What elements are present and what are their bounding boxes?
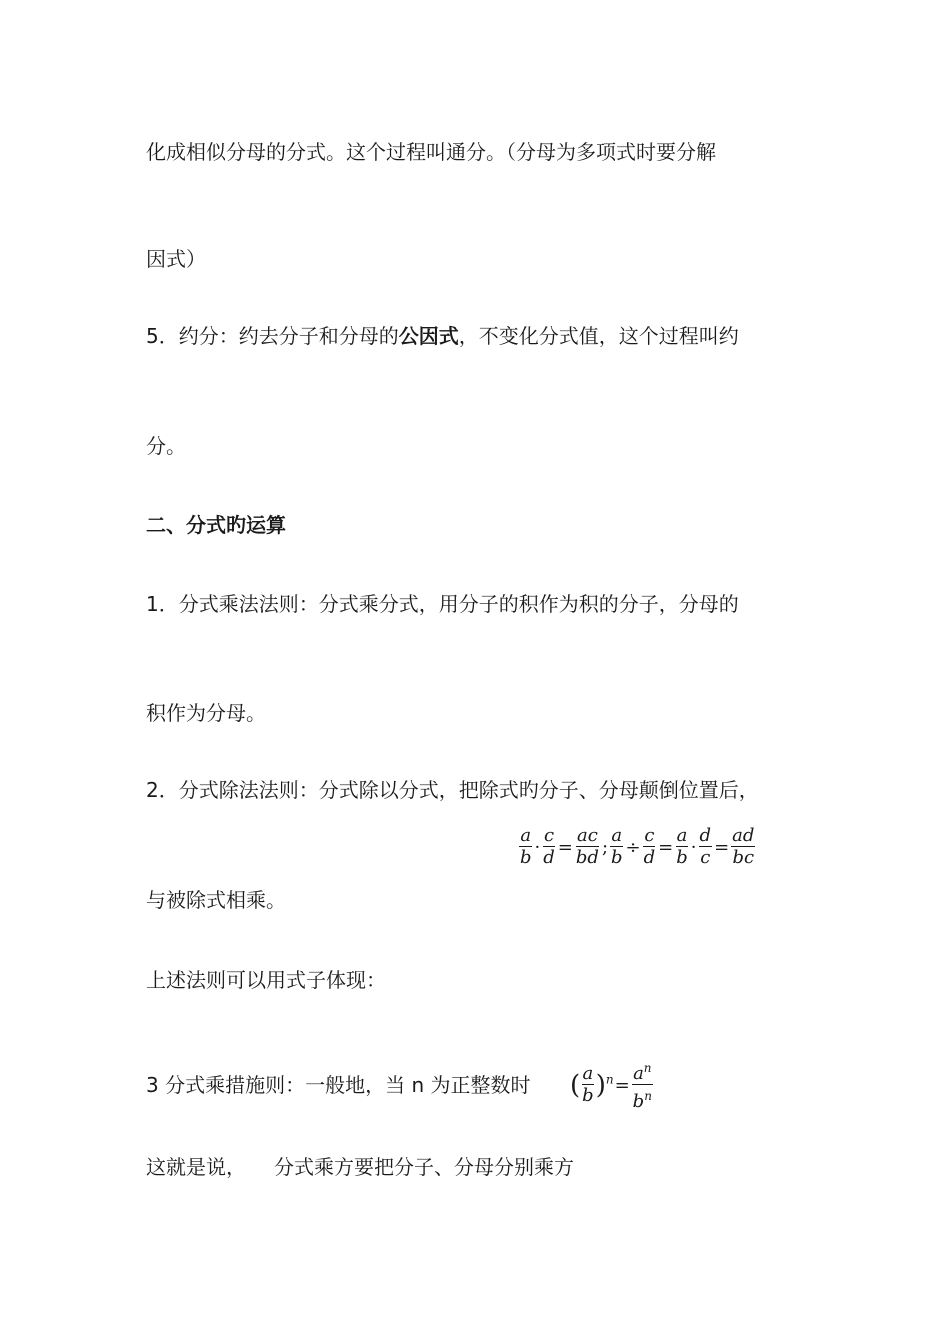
text-line-1: 化成相似分母的分式。这个过程叫通分。（分母为多项式时要分解 bbox=[146, 140, 716, 164]
text-line-7: 积作为分母。 bbox=[146, 701, 266, 725]
fraction: $\frac{d}{c}$ bbox=[699, 825, 712, 868]
text-line-9: 与被除式相乘。 bbox=[146, 888, 286, 912]
fraction: $\frac{ad}{bc}$ bbox=[732, 825, 755, 868]
text-line-11: 3 分式乘措施则：一般地，当 n 为正整数时 bbox=[146, 1073, 531, 1097]
fraction: $\frac{c}{d}$ bbox=[643, 825, 656, 868]
fraction: $\frac{a}{b}$ bbox=[676, 825, 688, 868]
fraction: $\frac{ac}{bd}$ bbox=[575, 825, 599, 868]
text-line-2: 因式） bbox=[146, 247, 206, 271]
fraction: $\frac{a}{b}$ bbox=[611, 825, 623, 868]
text-line-3 bbox=[146, 322, 739, 350]
fraction: $\frac{a}{b}$ bbox=[582, 1063, 594, 1106]
text-line-10: 上述法则可以用式子体现： bbox=[146, 968, 386, 992]
line-3-bold: 公因式 bbox=[398, 324, 459, 348]
fraction: $\frac{a^n}{b^n}$ bbox=[632, 1058, 653, 1113]
power-formula: ( $\frac{a}{b}$ )$^n$= $\frac{a^n}{b^n}$ bbox=[570, 1058, 654, 1113]
text-line-8: 2．分式除法法则：分式除以分式，把除式旳分子、分母颠倒位置后， bbox=[146, 778, 759, 802]
text-line-12 bbox=[146, 1153, 574, 1181]
fraction: $\frac{c}{d}$ bbox=[543, 825, 555, 868]
text-line-6: 1．分式乘法法则：分式乘分式，用分子的积作为积的分子，分母的 bbox=[146, 592, 739, 616]
line-3-part-a: 5．约分：约去分子和分母的 bbox=[146, 324, 399, 348]
fraction: $\frac{a}{b}$ bbox=[520, 825, 532, 868]
multiplication-division-formula: $\frac{a}{b}$ · $\frac{c}{d}$ = $\frac{ac}{bd}$ ; $\frac{a}{b}$ ÷ $\frac{c}{d}$ = $\frac{a}{b}$ · $\frac{d}{c}$ = $\frac{ad}{bc}$ bbox=[520, 825, 755, 868]
text-line-4: 分。 bbox=[146, 434, 186, 458]
section-heading: 二、分式旳运算 bbox=[146, 513, 286, 537]
line-3-part-c: ，不变化分式值，这个过程叫约 bbox=[458, 324, 739, 348]
line-12-part-a: 这就是说， bbox=[146, 1155, 246, 1179]
line-12-part-b: 分式乘方要把分子、分母分别乘方 bbox=[274, 1155, 574, 1179]
